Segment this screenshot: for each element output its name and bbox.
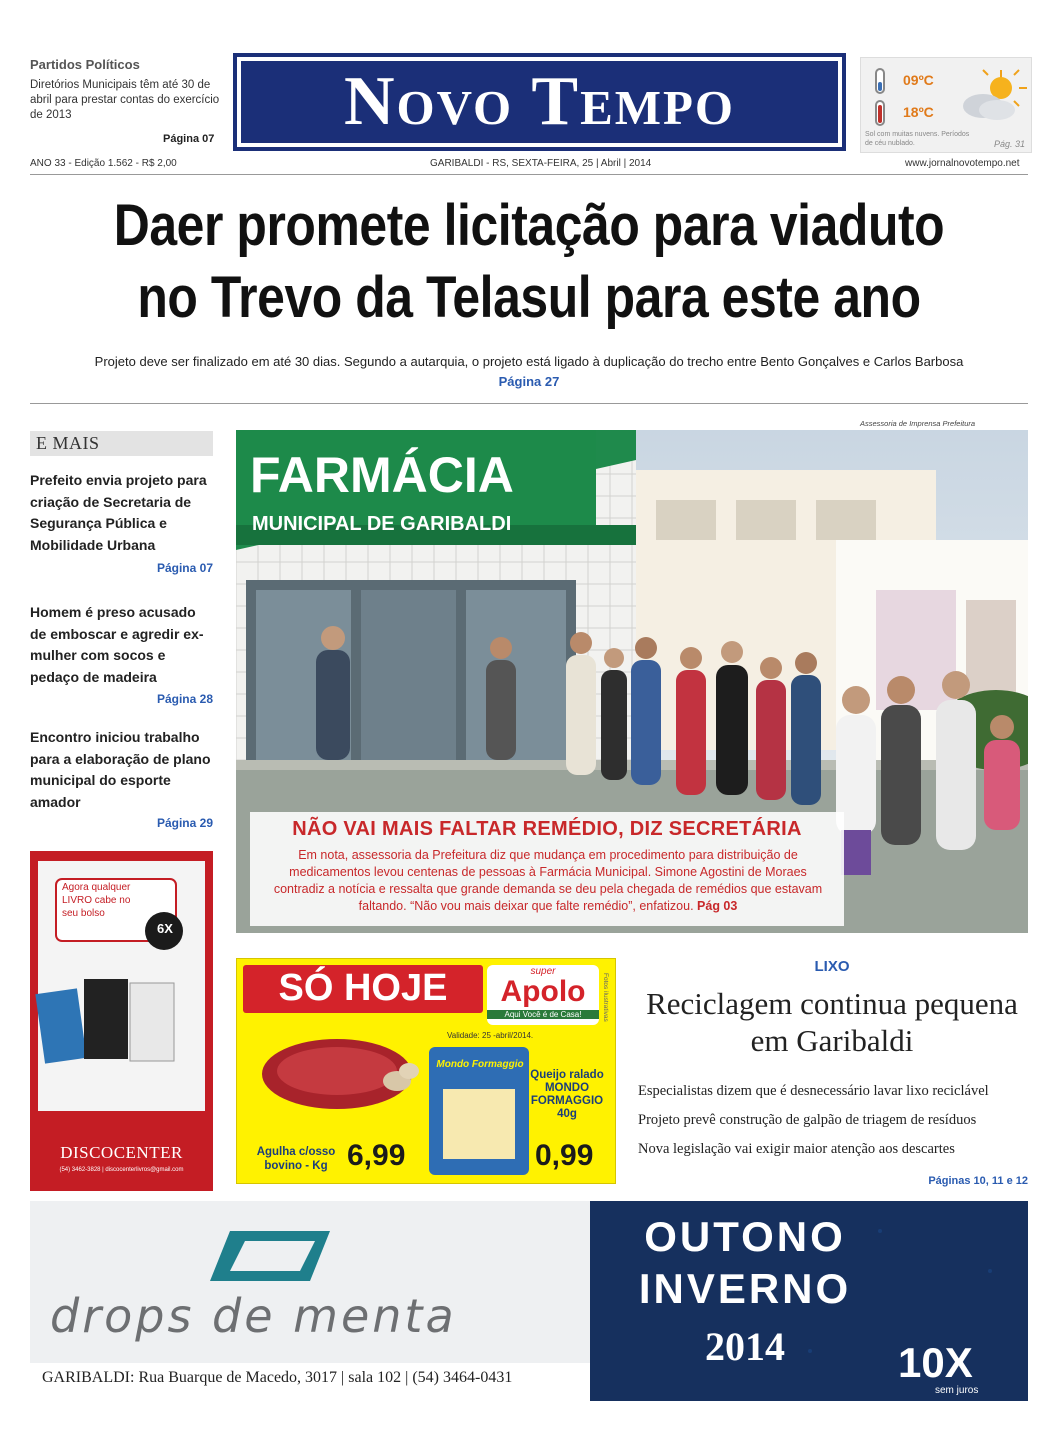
caption-text bbox=[268, 847, 828, 915]
apolo-ad[interactable] bbox=[236, 958, 616, 1184]
discocenter-contact: (54) 3462-3828 | discocenterlivros@gmail.com bbox=[59, 1167, 184, 1173]
apolo-slogan: Aqui Você é de Casa! bbox=[487, 1010, 599, 1019]
website-link[interactable]: www.jornalnovotempo.net bbox=[905, 158, 1020, 169]
weather-note: Sol com muitas nuvens. Períodos de céu nublado. bbox=[865, 131, 970, 147]
lixo-item-1: Especialistas dizem que é desnecessário lavar lixo reciclável bbox=[638, 1083, 989, 1099]
masthead bbox=[233, 53, 846, 151]
caption-title: NÃO VAI MAIS FALTAR REMÉDIO, DIZ SECRETÁRIA bbox=[292, 818, 802, 840]
sign-municipal: MUNICIPAL DE GARIBALDI bbox=[252, 513, 512, 535]
lixo-tag: LIXO bbox=[814, 958, 850, 975]
apolo-headline: SÓ HOJE bbox=[278, 967, 448, 1009]
banner-season-2: INVERNO bbox=[638, 1265, 852, 1312]
caption-page-link[interactable]: Pág 03 bbox=[697, 899, 738, 913]
discocenter-ad[interactable] bbox=[30, 851, 213, 1191]
sign-farmacia: FARMÁCIA bbox=[250, 447, 514, 503]
teaser-page-link[interactable]: Página 07 bbox=[163, 133, 215, 145]
apolo-brand: Apolo bbox=[500, 975, 586, 1008]
pharmacy-photo bbox=[236, 430, 1028, 933]
emais-item-2-page[interactable]: Página 28 bbox=[156, 692, 213, 706]
lixo-item-2: Projeto prevê construção de galpão de triagem de resíduos bbox=[638, 1112, 977, 1128]
apolo-validity: Validade: 25 -abril/2014. bbox=[447, 1031, 534, 1040]
lead-divider bbox=[30, 403, 1028, 404]
emais-item-3[interactable]: Encontro iniciou trabalho para a elaboração de plano municipal do esporte amador bbox=[30, 729, 211, 810]
lead-headline-line-2: no Trevo da Telasul para este ano bbox=[137, 265, 921, 330]
caption-body: Em nota, assessoria da Prefeitura diz que mudança em procedimento para distribuição de medicamentos levou centenas de pessoas à Farmácia Municipal. Simone Agostini de Moraes contradiz a notícia e ressalta que grande demanda se deu pela chegada de remédios que estavam faltando. “Não vou mais deixar que falte remédio”, enfatizou. bbox=[273, 848, 823, 913]
banner-offer: 10X bbox=[898, 1339, 973, 1386]
banner-season-1: OUTONO bbox=[644, 1213, 846, 1260]
lead-page-link[interactable]: Página 27 bbox=[498, 374, 560, 389]
sun-cloud-icon bbox=[957, 66, 1029, 128]
emais-title: E MAIS bbox=[36, 433, 100, 453]
weather-box bbox=[860, 57, 1032, 153]
discocenter-badge: 6X bbox=[157, 921, 173, 936]
lixo-page-link[interactable]: Páginas 10, 11 e 12 bbox=[928, 1175, 1028, 1187]
discocenter-tagline: Agora qualquer LIVRO cabe no seu bolso bbox=[62, 882, 131, 919]
discocenter-brand: DISCOCENTER bbox=[60, 1143, 183, 1162]
banner-year: 2014 bbox=[705, 1324, 785, 1369]
top-divider bbox=[30, 174, 1028, 175]
emais-item-1[interactable]: Prefeito envia projeto para criação de Secretaria de Segurança Pública e Mobilidade Urbana bbox=[30, 472, 207, 553]
lixo-title[interactable]: Reciclagem continua pequena em Garibaldi bbox=[646, 986, 1018, 1058]
apolo-item2-price: 0,99 bbox=[535, 1139, 594, 1172]
thermometer-hot-icon bbox=[875, 100, 885, 126]
banner-brand: drops de menta bbox=[50, 1289, 457, 1343]
emais-item-1-page[interactable]: Página 07 bbox=[156, 561, 213, 575]
edition-info: ANO 33 - Edição 1.562 - R$ 2,00 bbox=[30, 158, 177, 169]
masthead-title: Novo Tempo bbox=[343, 63, 736, 140]
apolo-brand-small: super bbox=[530, 966, 556, 977]
lead-headline-line-1: Daer promete licitação para viaduto bbox=[113, 193, 945, 258]
emais-item-2[interactable]: Homem é preso acusado de emboscar e agredir ex-mulher com socos e pedaço de madeira bbox=[30, 604, 204, 685]
teaser-text: Diretórios Municipais têm até 30 de abril para prestar contas do exercício de 2013 bbox=[30, 79, 220, 121]
teaser-title: Partidos Políticos bbox=[30, 57, 140, 72]
emais-header bbox=[30, 431, 213, 456]
dateline: GARIBALDI - RS, SEXTA-FEIRA, 25 | Abril | 2014 bbox=[430, 158, 652, 169]
photo-credit: Assessoria de Imprensa Prefeitura bbox=[860, 419, 976, 428]
weather-max-temp: 18ºC bbox=[903, 104, 934, 120]
weather-min-temp: 09ºC bbox=[903, 72, 934, 88]
lead-headline bbox=[100, 190, 958, 334]
photo-caption bbox=[250, 812, 844, 926]
lead-deck: Projeto deve ser finalizado em até 30 dias. Segundo a autarquia, o projeto está ligado à duplicação do trecho entre Bento Gonçalves e Carlos Barbosa bbox=[94, 354, 964, 369]
apolo-item2-name: Queijo ralado MONDO FORMAGGIO 40g bbox=[530, 1069, 604, 1120]
emais-item-3-page[interactable]: Página 29 bbox=[156, 816, 213, 830]
drops-de-menta-banner[interactable] bbox=[30, 1201, 1028, 1401]
banner-address: GARIBALDI: Rua Buarque de Macedo, 3017 | sala 102 | (54) 3464-0431 bbox=[42, 1369, 513, 1386]
apolo-item1-name: Agulha c/osso bovino - Kg bbox=[256, 1146, 336, 1172]
apolo-side-note: Fotos ilustrativas bbox=[602, 973, 609, 1022]
apolo-item2-pack: Mondo Formaggio bbox=[436, 1059, 524, 1070]
apolo-item1-price: 6,99 bbox=[347, 1139, 406, 1172]
thermometer-cold-icon bbox=[875, 68, 885, 94]
banner-offer-note: sem juros bbox=[935, 1385, 979, 1396]
weather-page[interactable]: Pág. 31 bbox=[993, 139, 1025, 149]
lixo-item-3: Nova legislação vai exigir maior atenção aos descartes bbox=[638, 1141, 955, 1157]
